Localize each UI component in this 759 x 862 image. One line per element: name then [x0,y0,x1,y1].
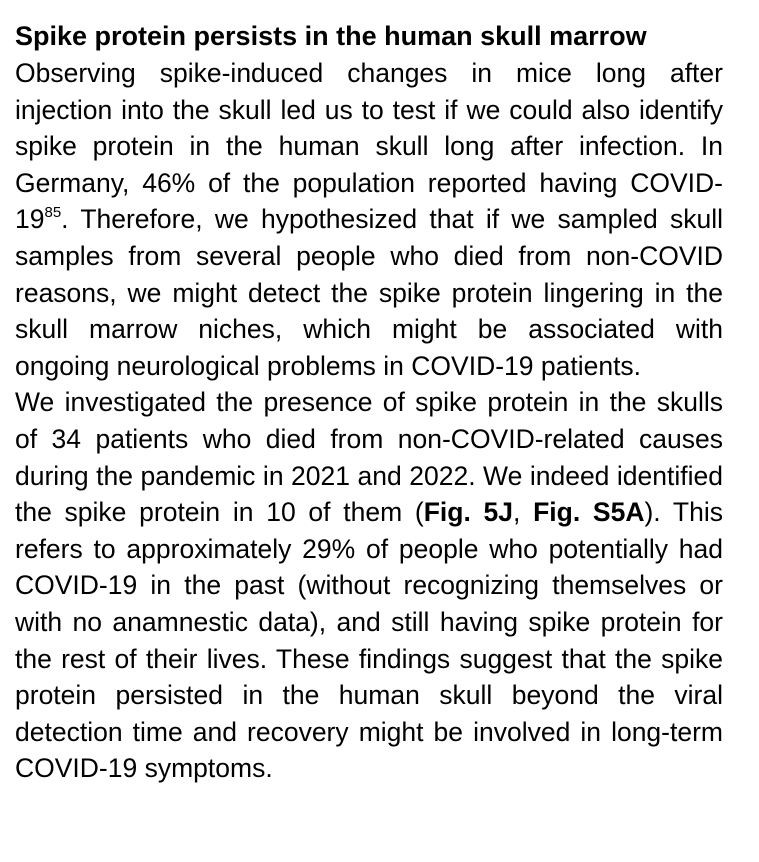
citation-ref: 85 [44,204,62,222]
document-page [15,18,723,787]
figure-ref-s5a: Fig. S5A [533,497,645,528]
figure-ref-5j: Fig. 5J [423,497,514,528]
figure-ref-separator: , [513,497,534,528]
section-heading: Spike protein persists in the human skull marrow [15,21,647,51]
paragraph-2-text-a: We investigated the presence of spike protein in the skulls of 34 patients who died from non-COVID-related causes during the pandemic in 2021 and 2022. We indeed identified the spike protein in 10 of them ( [15,387,723,528]
paragraph-1 [15,55,723,384]
paragraph-1-text-a: Observing spike-induced changes in mice long after injection into the skull led us to test if we could also identify spike protein in the human skull long after infection. In Germany, 46% of the population reported having COVID-19 [15,58,723,235]
paragraph-2 [15,384,723,787]
paragraph-1-text-b: . Therefore, we hypothesized that if we sampled skull samples from several people who died from non-COVID reasons, we might detect the spike protein lingering in the skull marrow niches, which might be associated with ongoing neurological problems in COVID-19 patients. [15,204,723,381]
paragraph-2-text-b: ). This refers to approximately 29% of people who potentially had COVID-19 in the past (without recognizing themselves or with no anamnestic data), and still having spike protein for the rest of their lives. These findings suggest that the spike protein persisted in the human skull beyond the viral detection time and recovery might be involved in long-term COVID-19 symptoms. [15,497,723,784]
